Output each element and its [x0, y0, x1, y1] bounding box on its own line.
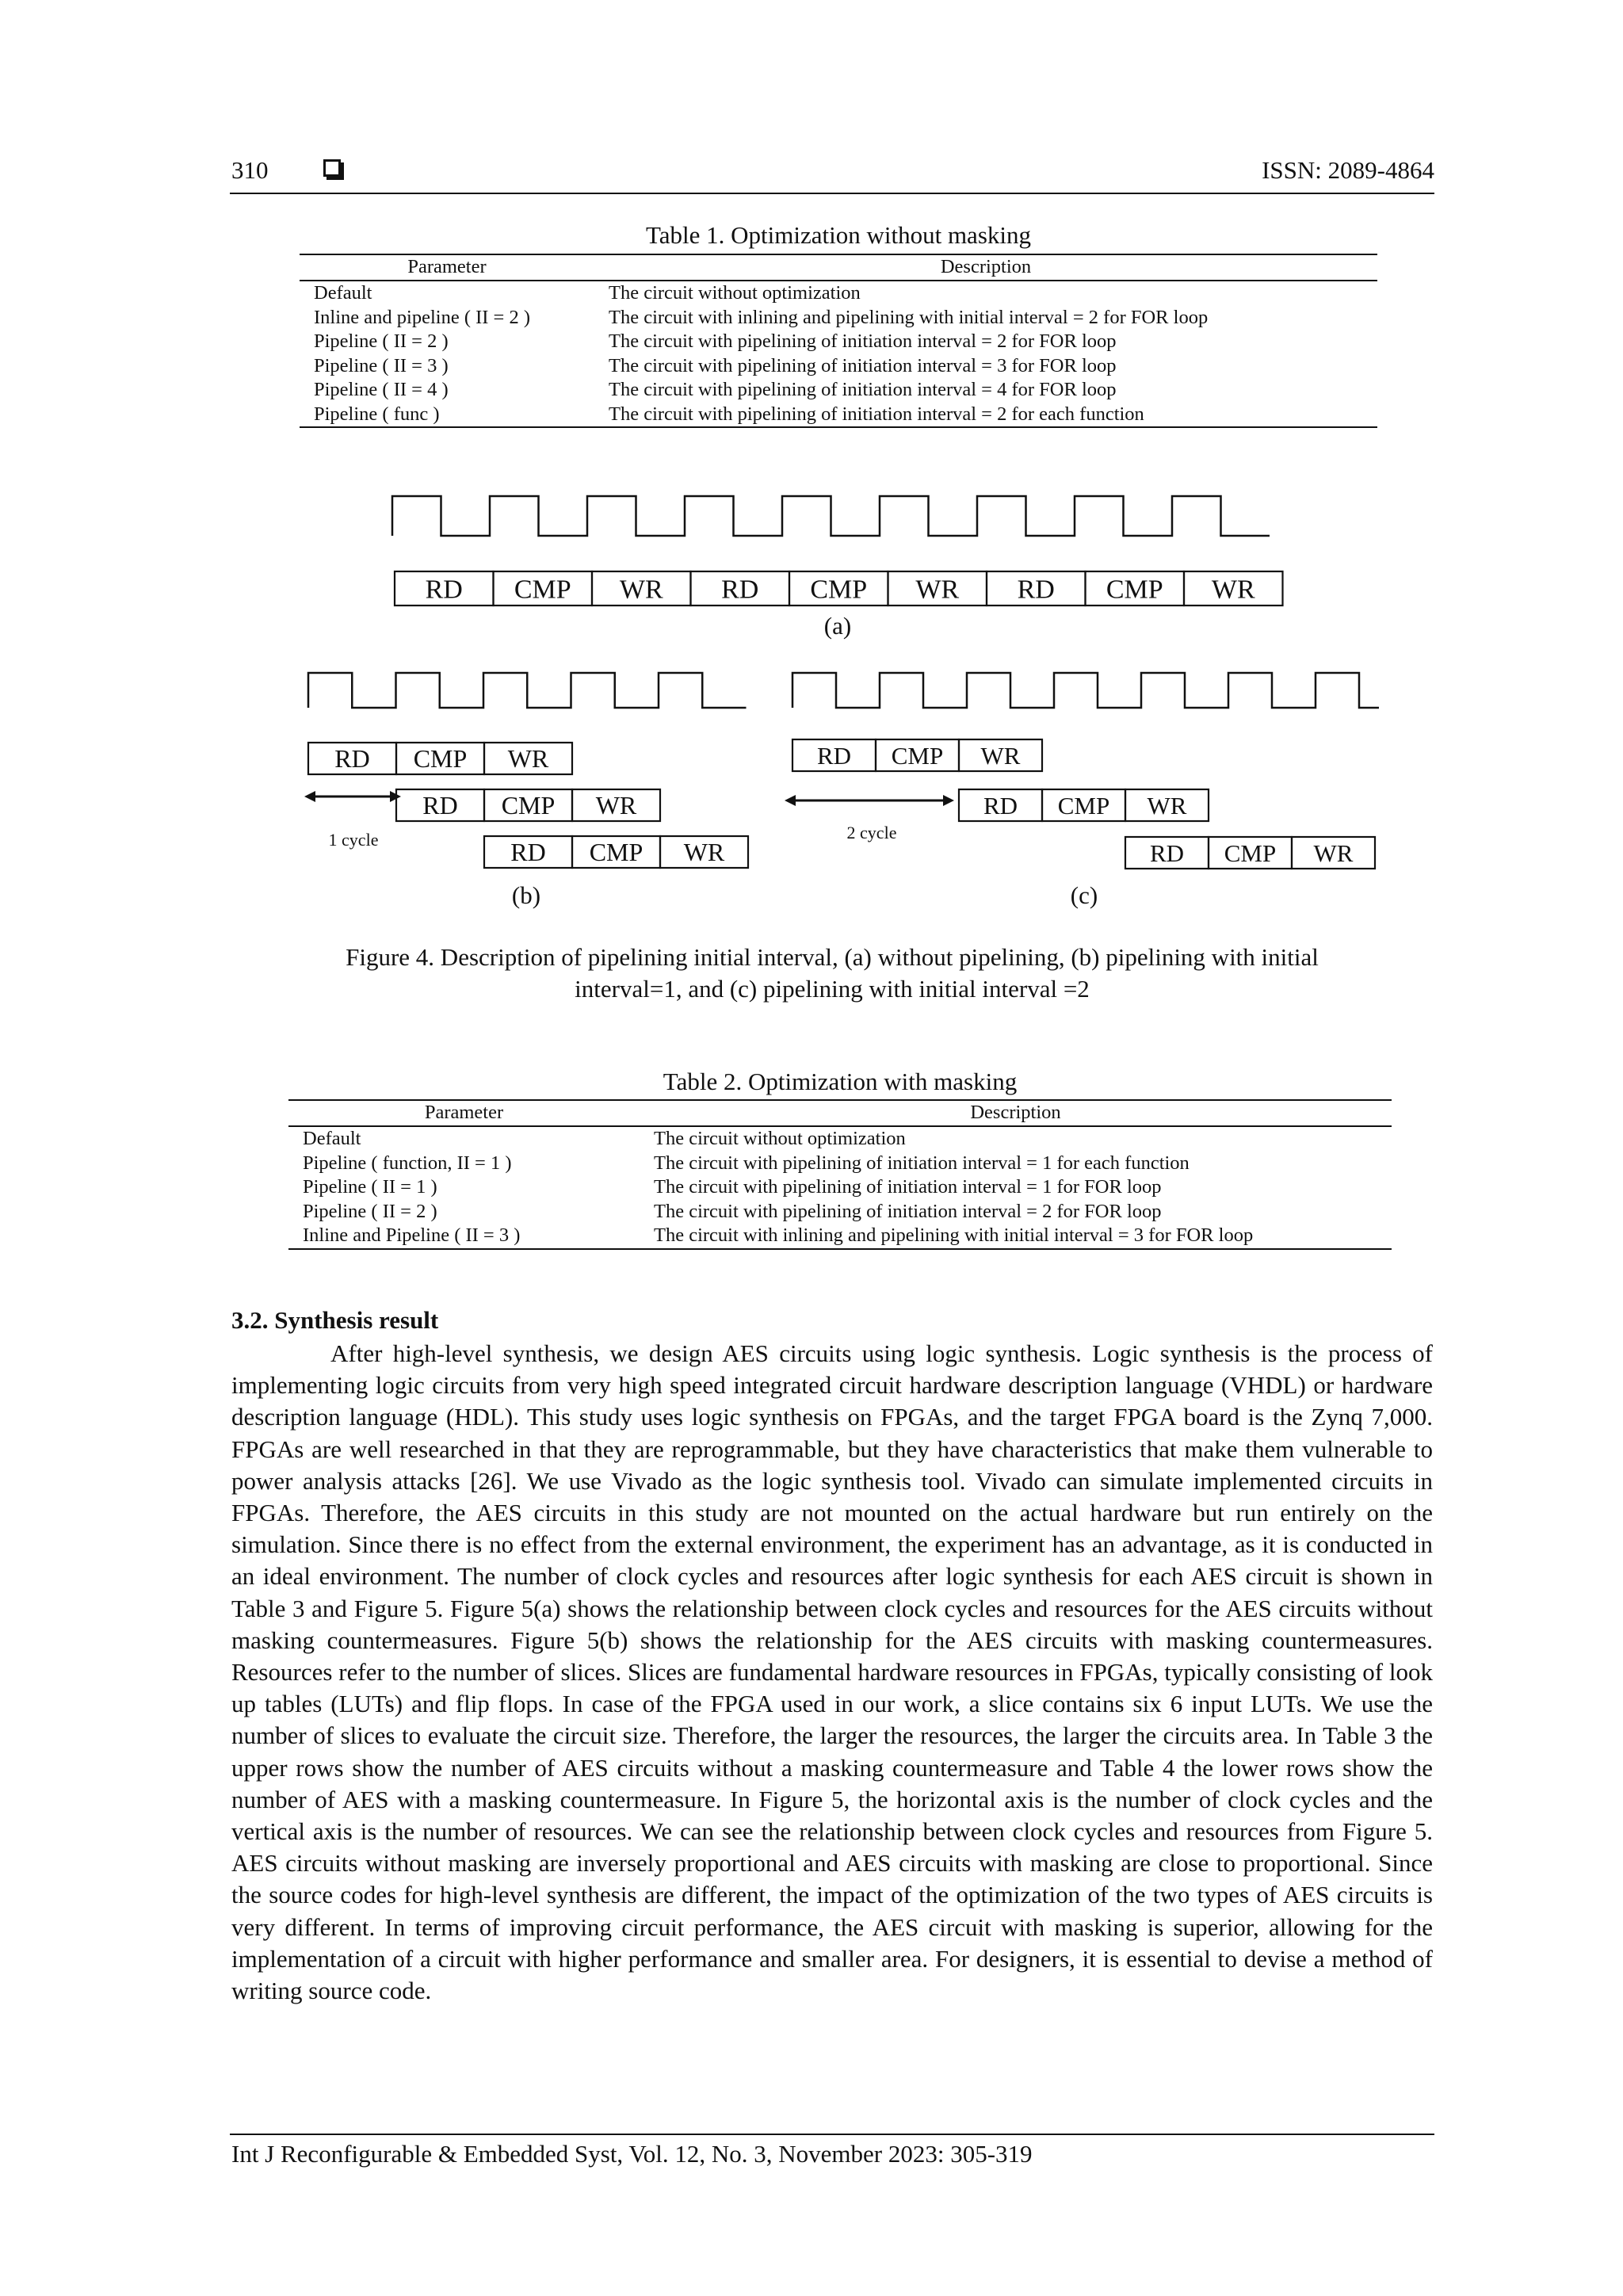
stage-label: WR [595, 791, 637, 820]
table-cell: Pipeline ( II = 1 ) [303, 1176, 437, 1198]
stage-label: RD [1017, 575, 1055, 605]
stage-label: CMP [501, 791, 556, 820]
table-cell: The circuit with pipelining of initiation interval = 3 for FOR loop [609, 354, 1117, 376]
stage-label: CMP [891, 741, 944, 770]
stage-label: WR [915, 575, 960, 605]
stage-label: CMP [1106, 575, 1163, 605]
table-cell: The circuit without optimization [654, 1128, 906, 1149]
table-cell: Pipeline ( func ) [300, 403, 594, 428]
table-row [300, 281, 1377, 306]
stage-label: CMP [1224, 839, 1277, 867]
table2-col-parameter: Parameter [288, 1100, 640, 1126]
table-row [288, 1152, 1392, 1176]
subfigure-label-a: (a) [823, 612, 852, 640]
stage-label: WR [1313, 839, 1354, 867]
stage-label: RD [1149, 839, 1185, 867]
stage-label: RD [816, 741, 852, 770]
stage-label: WR [619, 575, 663, 605]
stage-label: CMP [1057, 791, 1110, 819]
table-cell: The circuit with pipelining of initiation interval = 1 for each function [654, 1152, 1190, 1174]
table-row [300, 354, 1377, 379]
footer-citation: Int J Reconfigurable & Embedded Syst, Vol. 12, No. 3, November 2023: 305-319 [231, 2140, 1033, 2168]
table1-col-description: Description [594, 254, 1377, 281]
stage-row-c1 [792, 739, 1042, 771]
table-cell: The circuit with inlining and pipelining with initial interval = 3 for FOR loop [640, 1224, 1392, 1249]
table-cell: The circuit with pipelining of initiation interval = 2 for FOR loop [654, 1200, 1162, 1222]
section-heading: 3.2. Synthesis result [231, 1306, 439, 1334]
table-cell: The circuit with pipelining of initiation interval = 1 for FOR loop [654, 1176, 1162, 1198]
table2-caption: Table 2. Optimization with masking [663, 1068, 1018, 1095]
stage-label: CMP [514, 575, 571, 605]
table-cell: The circuit with inlining and pipelining with initial interval = 2 for FOR loop [609, 306, 1209, 328]
table-cell: Default [314, 282, 372, 304]
table-row [288, 1224, 1392, 1249]
stage-label: RD [510, 838, 546, 867]
interval-label-c: 2 cycle [846, 823, 897, 842]
figure4-caption-line2: interval=1, and (c) pipelining with initial interval =2 [575, 975, 1090, 1003]
stage-label: WR [683, 838, 725, 867]
table-row [288, 1126, 1392, 1152]
stage-label: WR [507, 744, 549, 774]
table1 [300, 254, 1377, 428]
table-row [300, 330, 1377, 354]
table1-caption: Table 1. Optimization without masking [645, 221, 1031, 249]
stage-row-c2 [959, 789, 1209, 821]
table-cell: Pipeline ( II = 4 ) [314, 379, 449, 400]
table1-col-parameter: Parameter [300, 254, 594, 281]
table-cell: The circuit with pipelining of initiation interval = 2 for FOR loop [609, 330, 1117, 352]
stage-row-b1 [308, 743, 572, 774]
table-row [288, 1200, 1392, 1224]
figure4-diagram [293, 476, 1379, 919]
body-paragraph: After high-level synthesis, we design AES circuits using logic synthesis. Logic synthesis is the process of implementing logic circuits from very high speed integrated circuit hardware description language (VHDL) or hardware description language (HDL). This study uses logic synthesis on FPGAs, and the target FPGA board is the Zynq 7,000. FPGAs are well researched in that they are reprogrammable, but they have characteristics that make them vulnerable to power analysis attacks [26]. We use Vivado as the logic synthesis tool. Vivado can simulate implemented circuits in FPGAs. Therefore, the AES circuits in this study are not mounted on the actual hardware but run entirely on the simulation. Since there is no effect from the external environment, the experiment has an advantage, as it is conducted in an ideal environment. The number of clock cycles and resources after logic synthesis for each AES circuit is shown in Table 3 and Figure 5. Figure 5(a) shows the relationship between clock cycles and resources for the AES circuits without masking countermeasures. Figure 5(b) shows the relationship for the AES circuits with masking countermeasures. Resources refer to the number of slices. Slices are fundamental hardware resources in FPGAs, typically consisting of look up tables (LUTs) and flip flops. In case of the FPGA used in our work, a slice contains six 6 input LUTs. We use the number of slices to evaluate the circuit size. Therefore, the larger the resources, the larger the circuits area. In Table 3 the upper rows show the number of AES circuits without a masking countermeasure and Table 4 the lower rows show the number of AES with a masking countermeasure. In Figure 5, the horizontal axis is the number of clock cycles and the vertical axis is the number of resources. We can see the relationship between clock cycles and resources from Figure 5. AES circuits without masking are inversely proportional and AES circuits with masking are close to proportional. Since the source codes for high-level synthesis are different, the impact of the optimization of the two types of AES circuits is very different. In terms of improving circuit performance, the AES circuit with masking is superior, allowing for the implementation of a circuit with higher performance and smaller area. For designers, it is essential to devise a method of writing source code. [231, 1339, 1433, 2005]
stage-row-a [395, 571, 1283, 606]
table-cell: Default [303, 1128, 361, 1149]
interval-label-b: 1 cycle [328, 830, 379, 850]
table-cell: The circuit with pipelining of initiation interval = 2 for each function [594, 403, 1377, 428]
stage-row-b2 [396, 789, 660, 821]
stage-label: CMP [413, 744, 468, 774]
table-cell: Pipeline ( II = 3 ) [314, 354, 449, 376]
stage-label: WR [980, 741, 1021, 770]
stage-label: RD [721, 575, 759, 605]
clock-waveform-c [792, 673, 1379, 708]
table-row [300, 403, 1377, 428]
table-cell: The circuit with pipelining of initiation interval = 4 for FOR loop [609, 379, 1117, 400]
subfigure-label-c: (c) [1070, 881, 1098, 909]
table-cell: Pipeline ( II = 2 ) [314, 330, 449, 352]
subfigure-label-b: (b) [511, 881, 541, 909]
table-cell: Inline and pipeline ( II = 2 ) [314, 306, 531, 328]
header-rule [230, 193, 1434, 194]
table-cell: The circuit without optimization [609, 282, 861, 304]
clock-waveform-b [308, 673, 747, 708]
stage-label: RD [422, 791, 458, 820]
interval-arrow-b [304, 791, 401, 802]
table-row [288, 1175, 1392, 1200]
table2-header-row [288, 1100, 1392, 1126]
stage-label: CMP [589, 838, 643, 867]
stage-label: CMP [810, 575, 868, 605]
table-cell: Pipeline ( II = 2 ) [303, 1200, 437, 1222]
stage-label: RD [425, 575, 463, 605]
table1-header-row [300, 254, 1377, 281]
stage-label: RD [983, 791, 1018, 819]
figure4-caption [231, 942, 1433, 1005]
stage-label: RD [334, 744, 370, 774]
table-row [300, 378, 1377, 403]
figure4-caption-line1: Figure 4. Description of pipelining initial interval, (a) without pipelining, (b) pipelining with initial [346, 943, 1319, 971]
table-cell: Inline and Pipeline ( II = 3 ) [288, 1224, 640, 1249]
table2-col-description: Description [640, 1100, 1392, 1126]
table2 [288, 1099, 1392, 1250]
stage-row-b3 [484, 836, 748, 868]
page-number: 310 [231, 156, 269, 184]
interval-arrow-c [785, 795, 954, 806]
issn-label: ISSN: 2089-4864 [1262, 156, 1434, 184]
stage-label: WR [1147, 791, 1187, 819]
footer-rule [230, 2134, 1434, 2135]
table-row [300, 306, 1377, 330]
table-cell: Pipeline ( function, II = 1 ) [303, 1152, 512, 1174]
stage-label: WR [1211, 575, 1255, 605]
stage-row-c3 [1125, 837, 1375, 869]
square-bullet-icon [323, 159, 341, 177]
clock-waveform-a [392, 496, 1270, 536]
